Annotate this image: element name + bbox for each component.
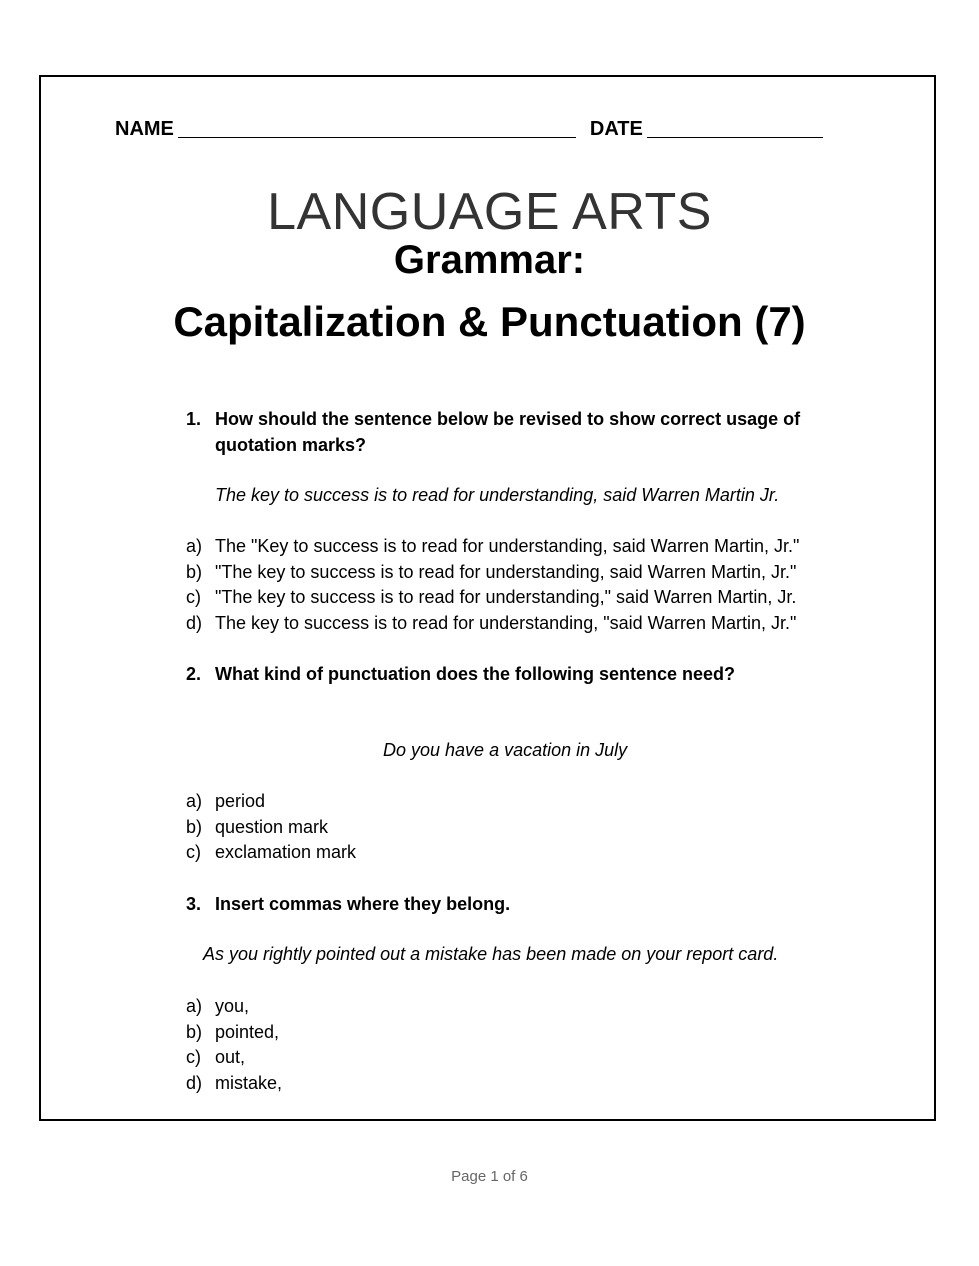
name-label: NAME [115, 118, 174, 140]
answer-option[interactable] [186, 1071, 886, 1097]
header-fields [115, 117, 840, 141]
option-text: period [215, 791, 266, 811]
option-text: question mark [215, 816, 329, 837]
question-text: What kind of punctuation does the following sentence need? [215, 664, 736, 684]
answer-option[interactable] [186, 611, 886, 637]
option-text: The key to success is to read for understanding, "said Warren Martin, Jr." [215, 612, 797, 633]
question-3-prompt: As you rightly pointed out a mistake has been made on your report card. [203, 944, 779, 964]
option-text: The "Key to success is to read for understanding, said Warren Martin, Jr." [215, 536, 800, 556]
question-2-prompt: Do you have a vacation in July [383, 740, 628, 760]
option-letter: d) [186, 612, 203, 633]
option-letter: c) [186, 842, 201, 862]
option-text: pointed, [215, 1021, 280, 1042]
answer-option[interactable] [186, 560, 886, 586]
question-2 [186, 661, 846, 687]
date-label: DATE [589, 118, 643, 140]
option-letter: a) [186, 791, 203, 811]
option-text: "The key to success is to read for understanding," said Warren Martin, Jr. [215, 587, 797, 607]
page-number: Page 1 of 6 [451, 1168, 528, 1185]
option-text: out, [215, 1047, 246, 1067]
option-letter: b) [186, 1021, 203, 1042]
page-subtitle: Grammar: [393, 238, 586, 282]
option-letter: c) [186, 1047, 201, 1067]
option-letter: a) [186, 996, 203, 1016]
question-number: 3. [186, 894, 202, 914]
question-1-options [186, 534, 886, 636]
option-letter: b) [186, 561, 203, 582]
answer-option[interactable] [186, 534, 886, 560]
question-3-options [186, 994, 886, 1096]
answer-option[interactable] [186, 840, 886, 866]
date-field[interactable] [647, 117, 823, 138]
answer-option[interactable] [186, 1020, 886, 1046]
page-title: LANGUAGE ARTS [267, 183, 712, 241]
option-letter: a) [186, 536, 203, 556]
option-text: you, [215, 996, 250, 1016]
answer-option[interactable] [186, 585, 886, 611]
answer-option[interactable] [186, 815, 886, 841]
name-field[interactable] [178, 117, 576, 138]
answer-option[interactable] [186, 789, 886, 815]
option-letter: c) [186, 587, 201, 607]
answer-option[interactable] [186, 994, 886, 1020]
question-number: 1. [186, 409, 202, 429]
option-text: exclamation mark [215, 842, 357, 862]
question-1 [186, 406, 846, 458]
answer-option[interactable] [186, 1045, 886, 1071]
option-letter: b) [186, 816, 203, 837]
option-text: "The key to success is to read for understanding, said Warren Martin, Jr." [215, 561, 797, 582]
page-subtitle-topic: Capitalization & Punctuation (7) [173, 298, 806, 345]
question-3 [186, 891, 846, 917]
question-number: 2. [186, 664, 202, 684]
question-2-options [186, 789, 886, 866]
question-text: How should the sentence below be revised to show correct usage of quotation marks? [215, 409, 801, 455]
question-text: Insert commas where they belong. [215, 894, 511, 914]
option-text: mistake, [215, 1072, 283, 1093]
question-1-prompt: The key to success is to read for understanding, said Warren Martin Jr. [215, 485, 780, 505]
option-letter: d) [186, 1072, 203, 1093]
